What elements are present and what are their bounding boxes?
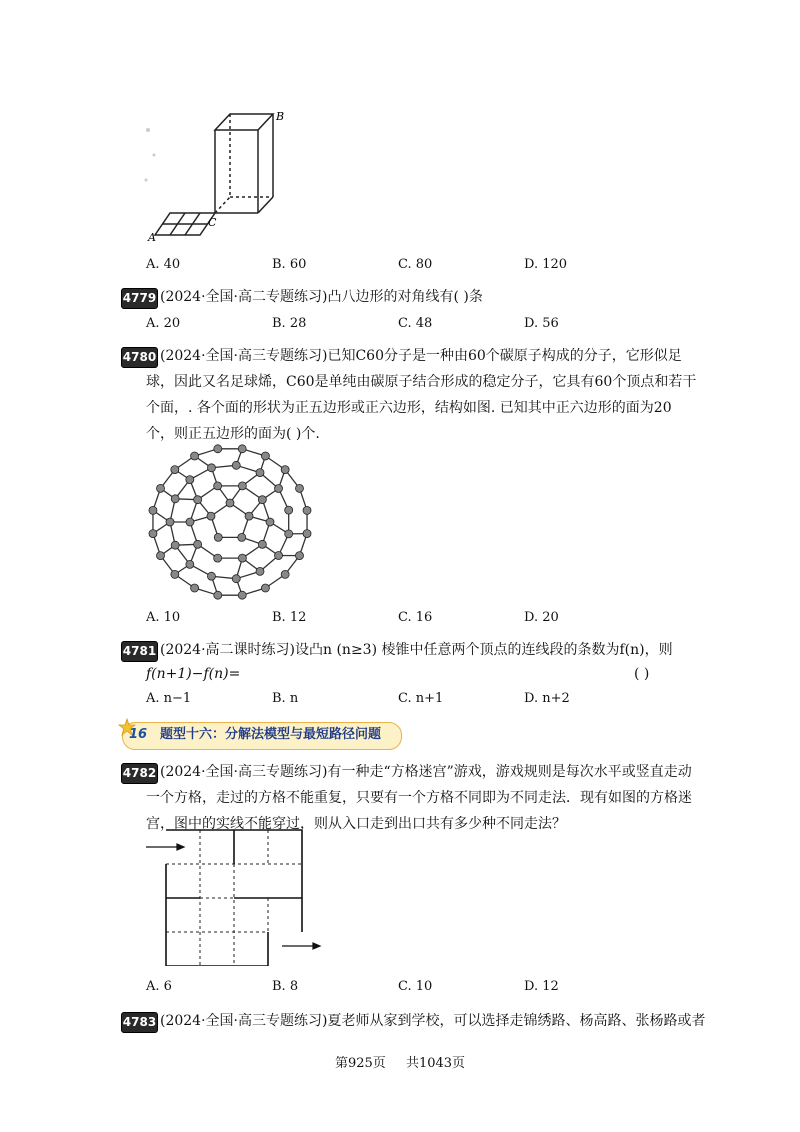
atom [171,495,179,503]
atom [194,496,202,504]
page-total: 共1043页 [405,1056,466,1071]
atom [186,518,194,526]
question-number-badge: 4782 [121,763,158,784]
atom [285,506,293,514]
prism-figure [140,100,300,250]
atom [186,476,194,484]
atom [191,584,199,592]
atom [226,499,234,507]
atom [149,530,157,538]
atom [261,584,269,592]
option-d: D. n+2 [524,691,570,706]
atom [194,540,202,548]
question-number-badge: 4780 [121,347,158,368]
option-b: B. 12 [272,610,307,625]
fullerene-figure [138,432,328,612]
question-number-badge: 4783 [121,1012,158,1033]
atom [214,591,222,599]
page-number: 第925页 [334,1056,386,1071]
atom [214,445,222,453]
question-text: (2024·全国·高三专题练习)夏老师从家到学校，可以选择走锦绣路、杨高路、张杨路或者 [160,1013,706,1029]
atom [256,469,264,477]
option-c: C. 16 [398,610,433,625]
atom [191,452,199,460]
option-a: A. 6 [146,979,172,994]
atom [258,540,266,548]
option-a: A. 20 [146,316,181,331]
atom [214,554,222,562]
option-c: C. 10 [398,979,433,994]
atom [207,512,215,520]
section-number: 16 [128,727,148,742]
option-b: B. 60 [272,257,307,272]
atom [171,541,179,549]
option-a: A. n−1 [146,691,192,706]
option-b: B. n [272,691,299,706]
answer-blank: ( ) [634,666,650,682]
atom [303,530,311,538]
label-b: B [276,110,285,123]
atom [232,461,240,469]
option-c: C. 48 [398,316,433,331]
section-title: 题型十六：分解法模型与最短路径问题 [160,727,382,742]
atom [275,552,283,560]
option-b: B. 8 [272,979,299,994]
atom [207,572,215,580]
option-d: D. 56 [524,316,559,331]
question-text-line: (2024·全国·高三专题练习)已知C60分子是一种由60个碳原子构成的分子，它形似足 [160,348,682,364]
question-text-line: 个面，. 各个面的形状为正五边形或正六边形，结构如图. 已知其中正六边形的面为20 [146,400,672,416]
atom [281,570,289,578]
question-text-line: f(n+1)−f(n)= [146,666,241,682]
atom [207,464,215,472]
option-b: B. 28 [272,316,307,331]
maze-figure [140,826,330,966]
atom [171,466,179,474]
option-c: C. 80 [398,257,433,272]
option-a: A. 10 [146,610,181,625]
atom [256,567,264,575]
atom [157,552,165,560]
option-c: C. n+1 [398,691,444,706]
atom [214,533,222,541]
atom [232,575,240,583]
atom [238,591,246,599]
option-d: D. 12 [524,979,559,994]
atom [266,518,274,526]
atom [261,452,269,460]
question-text-line: 宫，图中的实线不能穿过，则从入口走到出口共有多少种不同走法？ [146,816,566,832]
atom [166,518,174,526]
question-text: (2024·全国·高二专题练习)凸八边形的对角线有( )条 [160,289,483,305]
page-footer [0,1052,800,1071]
atom [157,484,165,492]
option-a: A. 40 [146,257,181,272]
question-text-line: 球，因此又名足球烯，C60是单纯由碳原子结合形成的稳定分子，它具有60个顶点和若干 [146,374,697,390]
atom [281,466,289,474]
atom [214,482,222,490]
question-text-line: (2024·高二课时练习)设凸n (n≥3) 棱锥中任意两个顶点的连线段的条数为f(n)，则 [160,642,673,658]
question-number-badge: 4781 [121,641,158,662]
atom [186,560,194,568]
question-text-line: 一个方格，走过的方格不能重复，只要有一个方格不同即为不同走法．现有如图的方格迷 [146,790,692,806]
atom [245,512,253,520]
atom [285,530,293,538]
atom [171,570,179,578]
atom [295,552,303,560]
option-d: D. 20 [524,610,559,625]
atom [149,506,157,514]
atom [238,482,246,490]
atom [275,484,283,492]
atom [295,484,303,492]
atom [258,496,266,504]
label-c: C [208,216,217,229]
question-number-badge: 4779 [121,288,158,309]
question-text-line: (2024·全国·高三专题练习)有一种走“方格迷宫”游戏，游戏规则是每次水平或竖直走动 [160,764,692,780]
question-text-line: 个，则正五边形的面为( )个. [146,426,320,442]
label-a: A [148,231,156,244]
atom [238,533,246,541]
atom [238,445,246,453]
atom [238,554,246,562]
atom [303,506,311,514]
option-d: D. 120 [524,257,568,272]
